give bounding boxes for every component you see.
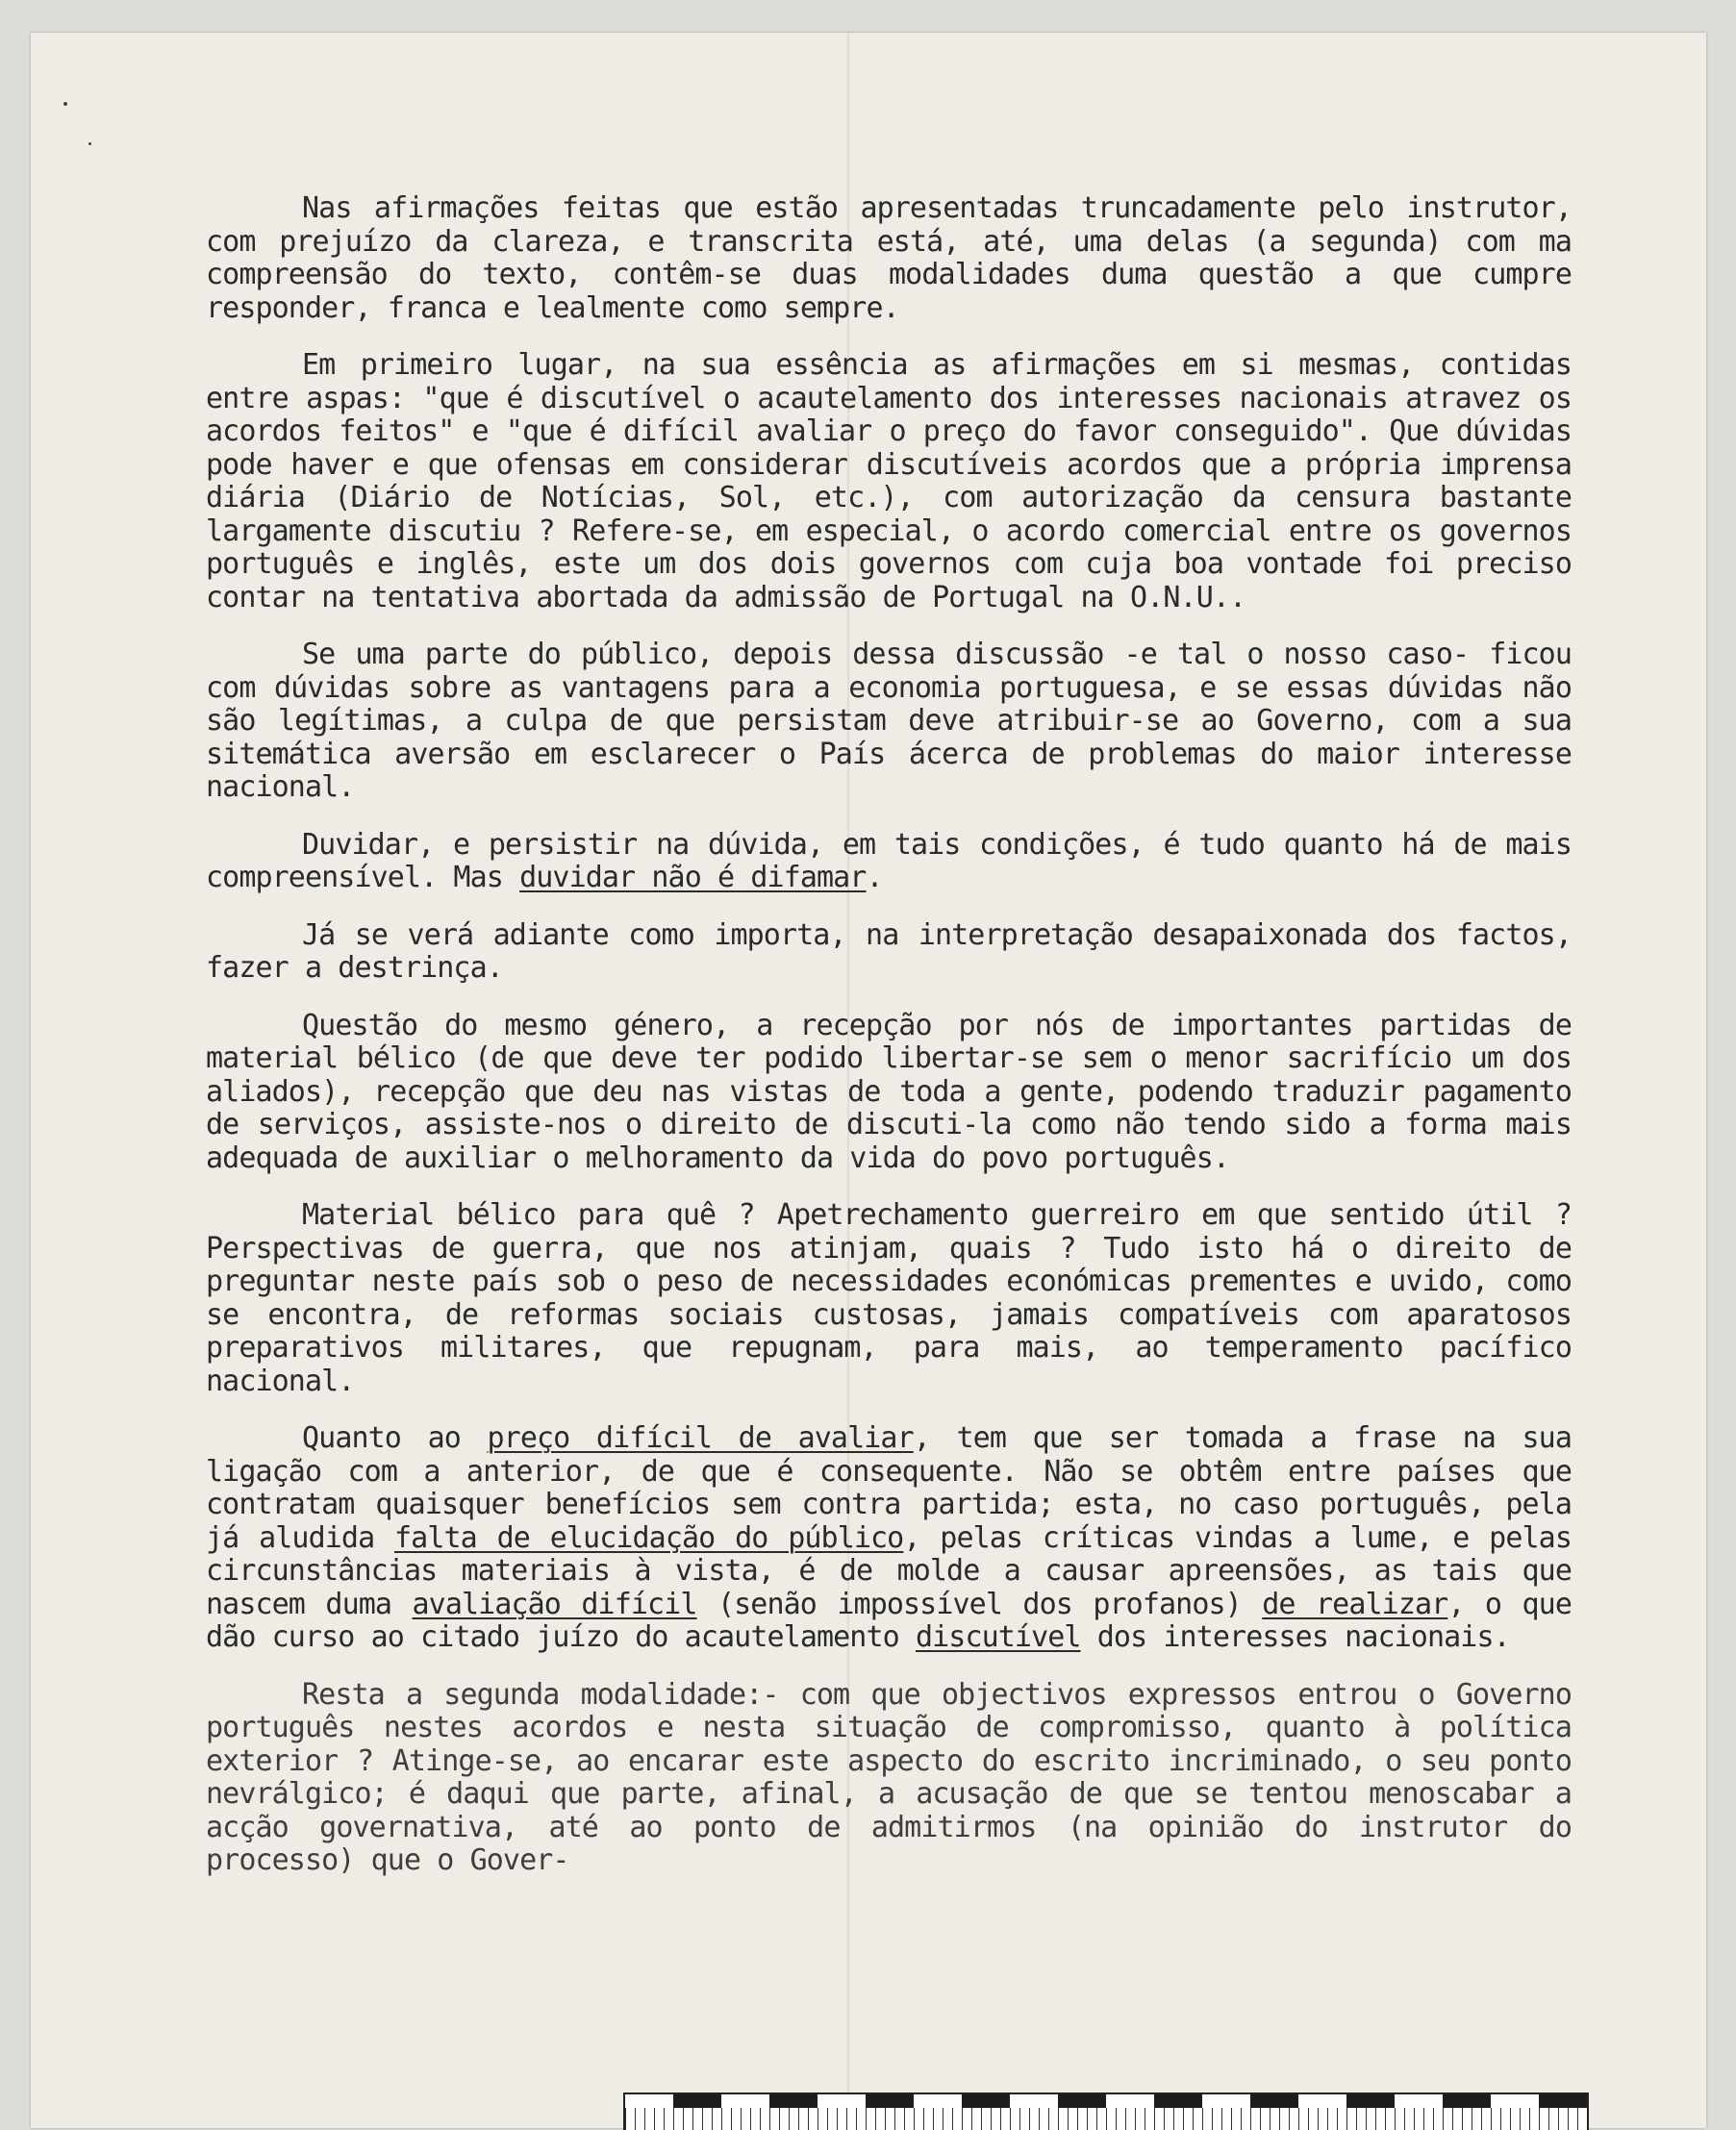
paragraph-9: Resta a segunda modalidade:- com que objectivos expressos entrou o Governo português nestes acordos e nesta situação de compromisso, quanto à política exterior ? Atinge-se, ao encarar este aspecto do escrito incriminado, o seu ponto nevrálgico; é daqui que parte, afinal, a acusação de que se tentou menoscabar a acção governativa, até ao ponto de admitirmos (na opinião do instrutor do processo) que o Gover- xyxy=(206,1677,1572,1877)
underlined-phrase: discutível xyxy=(915,1620,1081,1654)
text-segment: dos interesses nacionais. xyxy=(1080,1620,1510,1654)
paragraph-6: Questão do mesmo género, a recepção por nós de importantes partidas de material bélico (de que deve ter podido libertar-se sem o menor sacrifício um dos aliados), recepção que deu nas vistas de toda a gente, podendo traduzir pagamento de serviços, assiste-nos o direito de discuti-la como não tendo sido a forma mais adequada de auxiliar o melhoramento da vida do povo português. xyxy=(206,1008,1572,1175)
underlined-phrase: de realizar xyxy=(1262,1587,1448,1621)
text-segment: Quanto ao xyxy=(302,1421,488,1455)
underlined-phrase: falta de elucidação do público xyxy=(394,1520,904,1555)
text-segment: , o que dão curso ao citado juízo do acautelamento xyxy=(206,1587,1572,1654)
paragraph-5: Já se verá adiante como importa, na interpretação desapaixonada dos factos, fazer a destrinça. xyxy=(206,917,1572,985)
ink-speck xyxy=(63,102,67,106)
paragraph-4: Duvidar, e persistir na dúvida, em tais condições, é tudo quanto há de mais compreensível. Mas duvidar não é difamar. xyxy=(206,827,1572,894)
underlined-phrase: duvidar não é difamar xyxy=(519,861,867,894)
underlined-phrase: avaliação difícil xyxy=(412,1587,697,1621)
paragraph-3: Se uma parte do público, depois dessa discussão -e tal o nosso caso- ficou com dúvidas sobre as vantagens para a economia portuguesa, e se essas dúvidas não são legítimas, a culpa de que persistam deve atribuir-se ao Governo, com a sua sitemática aversão em esclarecer o País ácerca de problemas do maior interesse nacional. xyxy=(206,638,1572,804)
paragraph-2: Em primeiro lugar, na sua essência as afirmações em si mesmas, contidas entre aspas: "que é discutível o acautelamento dos interesses nacionais atravez os acordos feitos" e "que é difícil avaliar o preço do favor conseguido". Que dúvidas pode haver e que ofensas em considerar discutíveis acordos que a própria imprensa diária (Diário de Notícias, Sol, etc.), com autorização da censura bastante largamente discutiu ? Refere-se, em especial, o acordo comercial entre os governos português e inglês, este um dos dois governos com cuja boa vontade foi preciso contar na tentativa abortada da admissão de Portugal na O.N.U.. xyxy=(206,348,1572,614)
text-segment: (senão impossível dos profanos) xyxy=(696,1587,1263,1621)
underlined-phrase: preço difícil de avaliar xyxy=(487,1421,914,1455)
paragraph-8-segments xyxy=(206,1421,1572,1654)
text-segment: , pelas críticas vindas a lume, e pelas circunstâncias materiais à vista, é de molde a causar apreensões, as tais que nascem duma xyxy=(206,1520,1572,1621)
scale-ruler xyxy=(623,2092,1589,2130)
ruler-ticks xyxy=(625,2108,1587,2130)
paragraph-7: Material bélico para quê ? Apetrechamento guerreiro em que sentido útil ? Perspectivas de guerra, que nos atinjam, quais ? Tudo isto há o direito de preguntar neste país sob o peso de necessidades económicas prementes e uvido, como se encontra, de reformas sociais custosas, jamais compatíveis com aparatosos preparativos militares, que repugnam, para mais, ao temperamento pacífico nacional. xyxy=(206,1198,1572,1398)
ink-speck xyxy=(88,142,91,145)
ruler-bar xyxy=(625,2094,1587,2108)
text-segment: , tem que ser tomada a frase na sua ligação com a anterior, de que é consequente. Não se obtêm entre países que contratam quaisquer benefícios sem contra partida; esta, no caso português, pela já aludida xyxy=(206,1421,1572,1555)
paragraph-8 xyxy=(206,1422,1572,1655)
paragraph-1: Nas afirmações feitas que estão apresentadas truncadamente pelo instrutor, com prejuízo da clareza, e transcrita está, até, uma delas (a segunda) com ma compreensão do texto, contêm-se duas modalidades duma questão a que cumpre responder, franca e lealmente como sempre. xyxy=(206,191,1572,325)
document-body xyxy=(206,192,1572,1902)
